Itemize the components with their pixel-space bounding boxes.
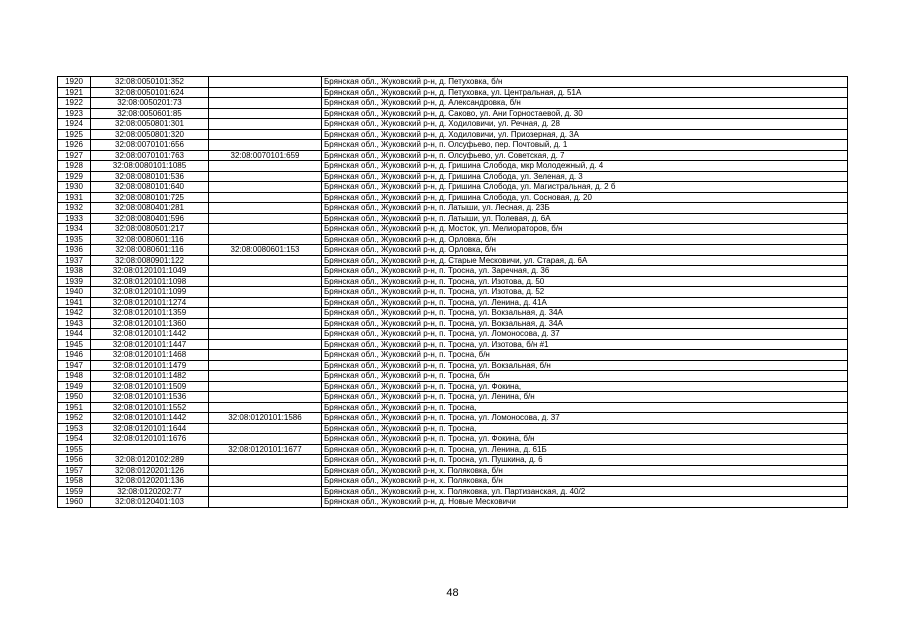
address-cell: Брянская обл., Жуковский р-н, п. Тросна, ул. Ленина, б/н <box>322 392 848 403</box>
cadastral-number-cell: 32:08:0120101:1049 <box>91 266 209 277</box>
row-number-cell: 1929 <box>58 171 91 182</box>
row-number-cell: 1921 <box>58 87 91 98</box>
row-number-cell: 1946 <box>58 350 91 361</box>
row-number-cell: 1935 <box>58 234 91 245</box>
table-row <box>58 287 848 298</box>
cadastral-number-cell: 32:08:0080101:640 <box>91 182 209 193</box>
row-number-cell: 1948 <box>58 371 91 382</box>
address-cell: Брянская обл., Жуковский р-н, п. Тросна, ул. Ломоносова, д. 37 <box>322 329 848 340</box>
cadastral-number-cell: 32:08:0080501:217 <box>91 224 209 235</box>
cadastral-number-cell: 32:08:0080101:536 <box>91 171 209 182</box>
cadastral-number-cell: 32:08:0120101:1359 <box>91 308 209 319</box>
secondary-cadastral-number-cell <box>209 98 322 109</box>
table-row <box>58 224 848 235</box>
cadastral-number-cell: 32:08:0120201:126 <box>91 465 209 476</box>
address-cell: Брянская обл., Жуковский р-н, п. Латыши, ул. Полевая, д. 6А <box>322 213 848 224</box>
secondary-cadastral-number-cell <box>209 161 322 172</box>
table-row <box>58 329 848 340</box>
cadastral-number-cell: 32:08:0120101:1442 <box>91 329 209 340</box>
secondary-cadastral-number-cell <box>209 297 322 308</box>
row-number-cell: 1938 <box>58 266 91 277</box>
table-row <box>58 255 848 266</box>
row-number-cell: 1939 <box>58 276 91 287</box>
table-row <box>58 171 848 182</box>
secondary-cadastral-number-cell <box>209 381 322 392</box>
secondary-cadastral-number-cell <box>209 108 322 119</box>
cadastral-number-cell <box>91 444 209 455</box>
address-cell: Брянская обл., Жуковский р-н, п. Тросна, ул. Изотова, д. 50 <box>322 276 848 287</box>
row-number-cell: 1945 <box>58 339 91 350</box>
secondary-cadastral-number-cell <box>209 140 322 151</box>
address-cell: Брянская обл., Жуковский р-н, д. Гришина Слобода, ул. Магистральная, д. 2 б <box>322 182 848 193</box>
table-row <box>58 87 848 98</box>
address-cell: Брянская обл., Жуковский р-н, д. Новые Месковичи <box>322 497 848 508</box>
address-cell: Брянская обл., Жуковский р-н, х. Поляковка, б/н <box>322 476 848 487</box>
address-cell: Брянская обл., Жуковский р-н, п. Тросна, ул. Вокзальная, д. 34А <box>322 308 848 319</box>
secondary-cadastral-number-cell <box>209 77 322 88</box>
table-row <box>58 245 848 256</box>
table-row <box>58 203 848 214</box>
cadastral-number-cell: 32:08:0050601:85 <box>91 108 209 119</box>
table-row <box>58 140 848 151</box>
table-row <box>58 192 848 203</box>
address-cell: Брянская обл., Жуковский р-н, д. Ходиловичи, ул. Приозерная, д. 3А <box>322 129 848 140</box>
secondary-cadastral-number-cell <box>209 255 322 266</box>
cadastral-number-cell: 32:08:0120101:1676 <box>91 434 209 445</box>
cadastral-number-cell: 32:08:0080101:1085 <box>91 161 209 172</box>
secondary-cadastral-number-cell <box>209 182 322 193</box>
table-row <box>58 77 848 88</box>
table-row <box>58 360 848 371</box>
page-number: 48 <box>446 587 459 599</box>
address-cell: Брянская обл., Жуковский р-н, д. Петуховка, б/н <box>322 77 848 88</box>
row-number-cell: 1932 <box>58 203 91 214</box>
row-number-cell: 1928 <box>58 161 91 172</box>
row-number-cell: 1960 <box>58 497 91 508</box>
cadastral-number-cell: 32:08:0050201:73 <box>91 98 209 109</box>
row-number-cell: 1941 <box>58 297 91 308</box>
secondary-cadastral-number-cell: 32:08:0080601:153 <box>209 245 322 256</box>
address-cell: Брянская обл., Жуковский р-н, п. Тросна, ул. Фокина, б/н <box>322 434 848 445</box>
address-cell: Брянская обл., Жуковский р-н, п. Олсуфьево, ул. Советская, д. 7 <box>322 150 848 161</box>
secondary-cadastral-number-cell <box>209 497 322 508</box>
cadastral-number-cell: 32:08:0080601:116 <box>91 245 209 256</box>
row-number-cell: 1942 <box>58 308 91 319</box>
table-row <box>58 150 848 161</box>
address-cell: Брянская обл., Жуковский р-н, х. Поляковка, ул. Партизанская, д. 40/2 <box>322 486 848 497</box>
cadastral-number-cell: 32:08:0120101:1468 <box>91 350 209 361</box>
secondary-cadastral-number-cell <box>209 402 322 413</box>
secondary-cadastral-number-cell <box>209 308 322 319</box>
table-row <box>58 182 848 193</box>
cadastral-number-cell: 32:08:0120101:1536 <box>91 392 209 403</box>
cadastral-number-cell: 32:08:0120101:1552 <box>91 402 209 413</box>
table-row <box>58 161 848 172</box>
row-number-cell: 1922 <box>58 98 91 109</box>
address-cell: Брянская обл., Жуковский р-н, п. Тросна, ул. Ленина, д. 61Б <box>322 444 848 455</box>
address-cell: Брянская обл., Жуковский р-н, д. Александровка, б/н <box>322 98 848 109</box>
row-number-cell: 1927 <box>58 150 91 161</box>
cadastral-number-cell: 32:08:0120101:1099 <box>91 287 209 298</box>
row-number-cell: 1957 <box>58 465 91 476</box>
row-number-cell: 1933 <box>58 213 91 224</box>
cadastral-number-cell: 32:08:0120101:1644 <box>91 423 209 434</box>
row-number-cell: 1924 <box>58 119 91 130</box>
table-row <box>58 308 848 319</box>
row-number-cell: 1934 <box>58 224 91 235</box>
secondary-cadastral-number-cell <box>209 329 322 340</box>
secondary-cadastral-number-cell: 32:08:0120101:1586 <box>209 413 322 424</box>
table-row <box>58 98 848 109</box>
address-cell: Брянская обл., Жуковский р-н, п. Тросна, <box>322 402 848 413</box>
row-number-cell: 1959 <box>58 486 91 497</box>
address-cell: Брянская обл., Жуковский р-н, п. Тросна, ул. Пушкина, д. 6 <box>322 455 848 466</box>
row-number-cell: 1926 <box>58 140 91 151</box>
address-cell: Брянская обл., Жуковский р-н, х. Поляковка, б/н <box>322 465 848 476</box>
address-cell: Брянская обл., Жуковский р-н, п. Тросна, <box>322 423 848 434</box>
address-cell: Брянская обл., Жуковский р-н, д. Петуховка, ул. Центральная, д. 51А <box>322 87 848 98</box>
cadastral-number-cell: 32:08:0120101:1360 <box>91 318 209 329</box>
secondary-cadastral-number-cell <box>209 318 322 329</box>
secondary-cadastral-number-cell <box>209 129 322 140</box>
table-row <box>58 423 848 434</box>
address-cell: Брянская обл., Жуковский р-н, п. Латыши, ул. Лесная, д. 23Б <box>322 203 848 214</box>
row-number-cell: 1930 <box>58 182 91 193</box>
table-row <box>58 297 848 308</box>
secondary-cadastral-number-cell <box>209 276 322 287</box>
row-number-cell: 1931 <box>58 192 91 203</box>
secondary-cadastral-number-cell: 32:08:0120101:1677 <box>209 444 322 455</box>
cadastral-number-cell: 32:08:0120101:1442 <box>91 413 209 424</box>
cadastral-number-cell: 32:08:0080901:122 <box>91 255 209 266</box>
row-number-cell: 1947 <box>58 360 91 371</box>
secondary-cadastral-number-cell <box>209 87 322 98</box>
table-row <box>58 476 848 487</box>
row-number-cell: 1920 <box>58 77 91 88</box>
address-cell: Брянская обл., Жуковский р-н, д. Орловка, б/н <box>322 245 848 256</box>
address-cell: Брянская обл., Жуковский р-н, п. Тросна, ул. Заречная, д. 36 <box>322 266 848 277</box>
secondary-cadastral-number-cell <box>209 213 322 224</box>
secondary-cadastral-number-cell <box>209 339 322 350</box>
table-row <box>58 119 848 130</box>
table-row <box>58 486 848 497</box>
row-number-cell: 1925 <box>58 129 91 140</box>
address-cell: Брянская обл., Жуковский р-н, д. Гришина Слобода, ул. Зеленая, д. 3 <box>322 171 848 182</box>
cadastral-number-cell: 32:08:0120101:1509 <box>91 381 209 392</box>
row-number-cell: 1943 <box>58 318 91 329</box>
registry-table <box>57 76 848 508</box>
address-cell: Брянская обл., Жуковский р-н, п. Тросна, ул. Изотова, д. 52 <box>322 287 848 298</box>
table-row <box>58 213 848 224</box>
table-row <box>58 381 848 392</box>
secondary-cadastral-number-cell <box>209 350 322 361</box>
address-cell: Брянская обл., Жуковский р-н, д. Саково, ул. Ани Горностаевой, д. 30 <box>322 108 848 119</box>
secondary-cadastral-number-cell <box>209 287 322 298</box>
address-cell: Брянская обл., Жуковский р-н, п. Тросна, б/н <box>322 350 848 361</box>
cadastral-number-cell: 32:08:0050801:301 <box>91 119 209 130</box>
cadastral-number-cell: 32:08:0080601:116 <box>91 234 209 245</box>
table-row <box>58 465 848 476</box>
row-number-cell: 1956 <box>58 455 91 466</box>
table-row <box>58 108 848 119</box>
secondary-cadastral-number-cell <box>209 486 322 497</box>
row-number-cell: 1953 <box>58 423 91 434</box>
secondary-cadastral-number-cell <box>209 476 322 487</box>
address-cell: Брянская обл., Жуковский р-н, п. Тросна, ул. Вокзальная, б/н <box>322 360 848 371</box>
address-cell: Брянская обл., Жуковский р-н, д. Орловка, б/н <box>322 234 848 245</box>
row-number-cell: 1949 <box>58 381 91 392</box>
table-row <box>58 497 848 508</box>
row-number-cell: 1936 <box>58 245 91 256</box>
table-row <box>58 402 848 413</box>
address-cell: Брянская обл., Жуковский р-н, п. Тросна, ул. Ленина, д. 41А <box>322 297 848 308</box>
cadastral-number-cell: 32:08:0120101:1098 <box>91 276 209 287</box>
address-cell: Брянская обл., Жуковский р-н, д. Мосток, ул. Мелиораторов, б/н <box>322 224 848 235</box>
cadastral-number-cell: 32:08:0080401:281 <box>91 203 209 214</box>
cadastral-number-cell: 32:08:0070101:763 <box>91 150 209 161</box>
secondary-cadastral-number-cell <box>209 465 322 476</box>
secondary-cadastral-number-cell <box>209 434 322 445</box>
row-number-cell: 1944 <box>58 329 91 340</box>
address-cell: Брянская обл., Жуковский р-н, д. Старые Месковичи, ул. Старая, д. 6А <box>322 255 848 266</box>
secondary-cadastral-number-cell <box>209 392 322 403</box>
secondary-cadastral-number-cell <box>209 119 322 130</box>
cadastral-number-cell: 32:08:0080101:725 <box>91 192 209 203</box>
cadastral-number-cell: 32:08:0070101:656 <box>91 140 209 151</box>
cadastral-number-cell: 32:08:0120201:136 <box>91 476 209 487</box>
row-number-cell: 1950 <box>58 392 91 403</box>
secondary-cadastral-number-cell <box>209 224 322 235</box>
table-row <box>58 455 848 466</box>
row-number-cell: 1958 <box>58 476 91 487</box>
address-cell: Брянская обл., Жуковский р-н, д. Гришина Слобода, мкр Молодежный, д. 4 <box>322 161 848 172</box>
table-row <box>58 129 848 140</box>
cadastral-number-cell: 32:08:0120202:77 <box>91 486 209 497</box>
table-row <box>58 234 848 245</box>
cadastral-number-cell: 32:08:0120101:1274 <box>91 297 209 308</box>
row-number-cell: 1940 <box>58 287 91 298</box>
cadastral-number-cell: 32:08:0120101:1447 <box>91 339 209 350</box>
row-number-cell: 1952 <box>58 413 91 424</box>
cadastral-number-cell: 32:08:0120102:289 <box>91 455 209 466</box>
row-number-cell: 1951 <box>58 402 91 413</box>
address-cell: Брянская обл., Жуковский р-н, п. Олсуфьево, пер. Почтовый, д. 1 <box>322 140 848 151</box>
cadastral-number-cell: 32:08:0080401:596 <box>91 213 209 224</box>
cadastral-number-cell: 32:08:0050101:624 <box>91 87 209 98</box>
cadastral-number-cell: 32:08:0050101:352 <box>91 77 209 88</box>
row-number-cell: 1937 <box>58 255 91 266</box>
address-cell: Брянская обл., Жуковский р-н, д. Гришина Слобода, ул. Сосновая, д. 20 <box>322 192 848 203</box>
table-row <box>58 350 848 361</box>
secondary-cadastral-number-cell <box>209 203 322 214</box>
address-cell: Брянская обл., Жуковский р-н, п. Тросна, ул. Вокзальная, д. 34А <box>322 318 848 329</box>
address-cell: Брянская обл., Жуковский р-н, п. Тросна, б/н <box>322 371 848 382</box>
secondary-cadastral-number-cell <box>209 360 322 371</box>
row-number-cell: 1955 <box>58 444 91 455</box>
table-row <box>58 434 848 445</box>
table-row <box>58 413 848 424</box>
cadastral-number-cell: 32:08:0120101:1482 <box>91 371 209 382</box>
cadastral-number-cell: 32:08:0120401:103 <box>91 497 209 508</box>
table-row <box>58 318 848 329</box>
secondary-cadastral-number-cell <box>209 455 322 466</box>
secondary-cadastral-number-cell <box>209 266 322 277</box>
row-number-cell: 1923 <box>58 108 91 119</box>
secondary-cadastral-number-cell <box>209 423 322 434</box>
secondary-cadastral-number-cell <box>209 192 322 203</box>
row-number-cell: 1954 <box>58 434 91 445</box>
secondary-cadastral-number-cell <box>209 171 322 182</box>
table-row <box>58 276 848 287</box>
cadastral-number-cell: 32:08:0120101:1479 <box>91 360 209 371</box>
cadastral-number-cell: 32:08:0050801:320 <box>91 129 209 140</box>
address-cell: Брянская обл., Жуковский р-н, д. Ходиловичи, ул. Речная, д. 28 <box>322 119 848 130</box>
secondary-cadastral-number-cell <box>209 234 322 245</box>
address-cell: Брянская обл., Жуковский р-н, п. Тросна, ул. Ломоносова, д. 37 <box>322 413 848 424</box>
table-row <box>58 392 848 403</box>
secondary-cadastral-number-cell <box>209 371 322 382</box>
secondary-cadastral-number-cell: 32:08:0070101:659 <box>209 150 322 161</box>
table-row <box>58 444 848 455</box>
table-row <box>58 266 848 277</box>
table-row <box>58 371 848 382</box>
registry-table-body <box>58 77 848 508</box>
address-cell: Брянская обл., Жуковский р-н, п. Тросна, ул. Изотова, б/н #1 <box>322 339 848 350</box>
table-row <box>58 339 848 350</box>
address-cell: Брянская обл., Жуковский р-н, п. Тросна, ул. Фокина, <box>322 381 848 392</box>
